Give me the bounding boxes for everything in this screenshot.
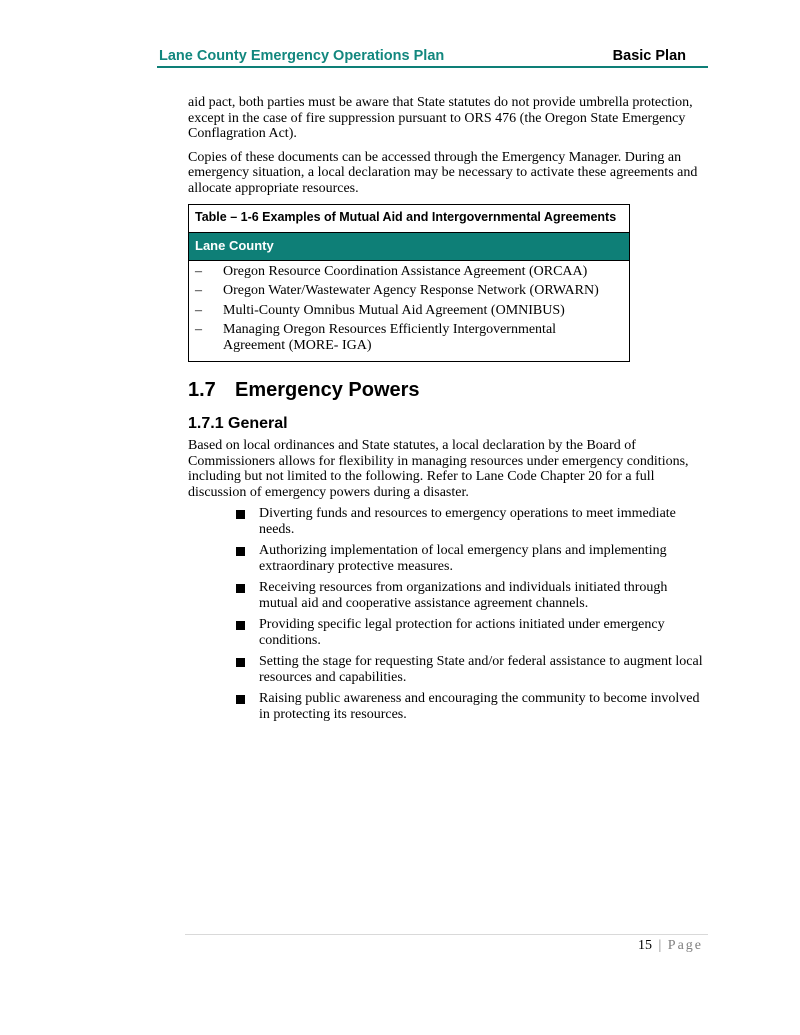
intro-paragraph-1: aid pact, both parties must be aware that State statutes do not provide umbrella protection, except in the case of fire suppression pursuant to ORS 476 (the Oregon State Emergency Conflagration Act).	[188, 95, 693, 141]
table-row	[189, 303, 629, 319]
subsection-heading: 1.7.1 General	[188, 415, 288, 432]
square-bullet-icon	[236, 510, 245, 519]
table-item-text: Multi-County Omnibus Mutual Aid Agreement (OMNIBUS)	[223, 302, 565, 318]
table-row	[189, 264, 629, 280]
list-item	[188, 691, 708, 722]
intro-paragraph-2: Copies of these documents can be accessed through the Emergency Manager. During an emergency situation, a local declaration may be necessary to activate these agreements and allocate appropriate resources.	[188, 149, 698, 196]
table-item-text: Oregon Water/Wastewater Agency Response Network (ORWARN)	[223, 283, 599, 298]
table-row	[189, 322, 629, 353]
powers-list	[188, 506, 708, 722]
list-item	[188, 654, 708, 685]
footer-divider	[185, 934, 708, 935]
list-item	[188, 543, 708, 574]
mutual-aid-table	[188, 204, 630, 362]
page-header	[157, 46, 708, 68]
dash-marker: –	[195, 302, 202, 318]
list-item-text: Authorizing implementation of local emergency plans and implementing extraordinary protective measures.	[259, 543, 667, 574]
dash-marker: –	[195, 263, 202, 279]
page-number: 15	[637, 938, 652, 953]
table-item-text: Oregon Resource Coordination Assistance Agreement (ORCAA)	[223, 263, 588, 279]
page-label: Page	[667, 938, 703, 953]
square-bullet-icon	[236, 621, 245, 630]
page-footer	[638, 938, 703, 954]
list-item-text: Providing specific legal protection for actions initiated under emergency conditions.	[259, 617, 665, 648]
square-bullet-icon	[236, 658, 245, 667]
square-bullet-icon	[236, 584, 245, 593]
section-number: 1.7	[188, 379, 216, 401]
list-item	[188, 580, 708, 611]
list-item-text: Setting the stage for requesting State and/or federal assistance to augment local resources and capabilities.	[259, 654, 703, 685]
list-item	[188, 617, 708, 648]
section-title: Emergency Powers	[235, 379, 420, 401]
footer-separator: |	[658, 938, 662, 953]
table-list	[189, 260, 630, 362]
square-bullet-icon	[236, 547, 245, 556]
table-subheader: Lane County	[189, 232, 630, 260]
list-item-text: Raising public awareness and encouraging the community to become involved in protecting its resources.	[259, 691, 700, 722]
dash-marker: –	[195, 283, 202, 298]
square-bullet-icon	[236, 695, 245, 704]
document-title: Lane County Emergency Operations Plan	[159, 48, 445, 64]
dash-marker: –	[195, 322, 202, 337]
list-item-text: Diverting funds and resources to emergency operations to meet immediate needs.	[259, 506, 676, 537]
table-item-text: Managing Oregon Resources Efficiently Intergovernmental Agreement (MORE- IGA)	[223, 322, 557, 353]
list-item	[188, 506, 708, 537]
table-caption: Table – 1-6 Examples of Mutual Aid and Intergovernmental Agreements	[189, 205, 630, 233]
section-label: Basic Plan	[612, 48, 686, 64]
list-item-text: Receiving resources from organizations and individuals initiated through mutual aid and cooperative assistance agreement channels.	[259, 580, 668, 611]
table-row	[189, 283, 629, 299]
section-heading	[188, 378, 708, 402]
page-content	[188, 95, 708, 728]
section-body: Based on local ordinances and State statutes, a local declaration by the Board of Commissioners allows for flexibility in managing resources under emergency conditions, including but not limited to the following. Refer to Lane Code Chapter 20 for a full discussion of emergency powers during a disaster.	[188, 438, 689, 500]
